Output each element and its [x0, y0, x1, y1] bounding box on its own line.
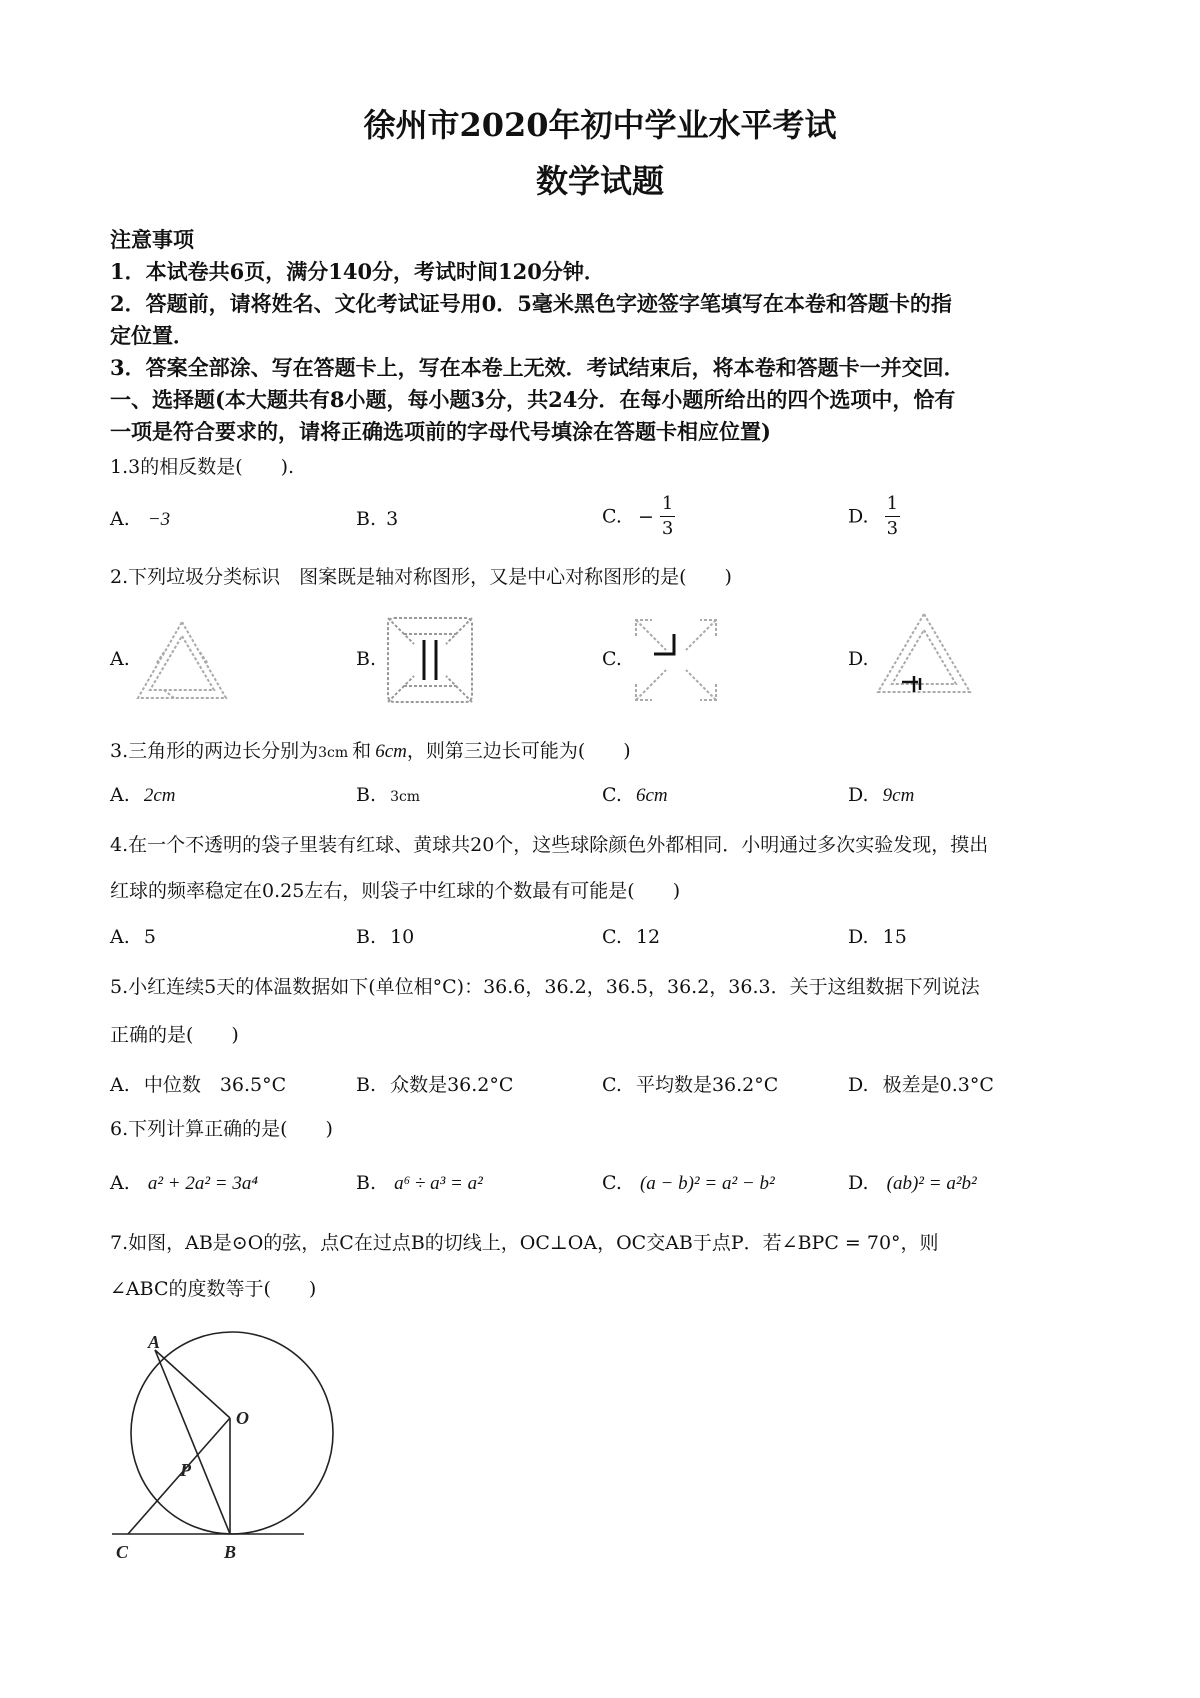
- question-6-option-a: [110, 1172, 258, 1195]
- battery-recycle-icon: [874, 610, 974, 700]
- question-3-option-c: [602, 784, 668, 807]
- option-label: C.: [602, 926, 622, 948]
- option-label: D.: [848, 505, 869, 528]
- question-1-option-c: [602, 492, 675, 541]
- option-label: B.: [356, 784, 377, 806]
- question-4-option-a: [110, 926, 156, 948]
- stem-value: 6cm: [375, 741, 407, 762]
- point-label-b: B: [224, 1542, 237, 1562]
- segment-oa: [155, 1350, 230, 1418]
- option-value: 15: [882, 926, 907, 948]
- stem-value: 3cm: [318, 745, 349, 761]
- option-label: A.: [110, 648, 130, 670]
- question-3-stem: [110, 736, 631, 763]
- question-5-option-c: [602, 1070, 778, 1097]
- chord-ab: [155, 1350, 230, 1534]
- question-4-option-c: [602, 926, 660, 948]
- page-title: 徐州市2020年初中学业水平考试: [363, 106, 837, 144]
- question-6-option-c: [602, 1172, 775, 1195]
- notes-item: 1．本试卷共6页，满分140分，考试时间120分钟．: [110, 259, 605, 284]
- question-6-option-b: [356, 1172, 483, 1195]
- notes-item: 2．答题前，请将姓名、文化考试证号用0．5毫米黑色字迹签字笔填写在本卷和答题卡的指: [110, 291, 952, 316]
- question-6-option-d: [848, 1172, 977, 1195]
- question-3-option-d: [848, 784, 914, 807]
- option-label: A.: [110, 1172, 130, 1194]
- question-7-stem: 7.如图，AB是⊙O的弦，点C在过点B的切线上，OC⊥OA，OC交AB于点P．若∠BPC = 70°，则: [110, 1232, 939, 1254]
- option-value: −3: [147, 509, 171, 530]
- question-4-stem: 红球的频率稳定在0.25左右，则袋子中红球的个数最有可能是( ): [110, 880, 681, 902]
- point-label-a: A: [148, 1332, 161, 1352]
- option-label: D.: [848, 648, 869, 670]
- question-4-option-b: [356, 926, 414, 948]
- stem-text: ，则第三边长可能为( ): [406, 740, 631, 762]
- question-5-option-b: [356, 1070, 513, 1097]
- question-5-stem: 5.小红连续5天的体温数据如下(单位相°C)：36.6，36.2，36.5，36.2，36.3．关于这组数据下列说法: [110, 976, 980, 998]
- option-value: 9cm: [882, 785, 915, 806]
- question-1-option-d: [848, 492, 900, 541]
- option-label: C.: [602, 1172, 622, 1194]
- option-label: A.: [110, 508, 130, 530]
- page-subtitle: 数学试题: [535, 162, 664, 200]
- option-value: 3: [386, 508, 399, 530]
- square-arrows-icon: [384, 614, 476, 706]
- fraction-numerator: 1: [885, 492, 900, 517]
- notes-item: 3．答案全部涂、写在答题卡上，写在本卷上无效．考试结束后，将本卷和答题卡一并交回．: [110, 355, 965, 380]
- option-label: A.: [110, 926, 130, 948]
- option-value: 极差是0.3°C: [882, 1074, 994, 1096]
- option-value: 10: [390, 926, 415, 948]
- question-1-option-b: [356, 508, 398, 530]
- option-label: C.: [602, 648, 622, 670]
- option-value: 中位数 36.5°C: [143, 1074, 287, 1096]
- question-5-stem: 正确的是( ): [110, 1024, 239, 1046]
- option-label: D.: [848, 1172, 869, 1194]
- option-value: 2cm: [143, 785, 176, 806]
- option-label: B.: [356, 1074, 377, 1096]
- question-4-stem: 4.在一个不透明的袋子里装有红球、黄球共20个，这些球除颜色外都相同．小明通过多次实验发现，摸出: [110, 834, 989, 856]
- notes-item: 定位置．: [110, 323, 194, 348]
- option-label: A.: [110, 784, 130, 806]
- question-6-stem: 6.下列计算正确的是( ): [110, 1118, 333, 1140]
- option-value: 众数是36.2°C: [390, 1074, 514, 1096]
- option-label: C.: [602, 1074, 622, 1096]
- option-label: C.: [602, 505, 622, 528]
- circle-o: [131, 1332, 333, 1534]
- option-label: B.: [356, 508, 377, 530]
- fraction-numerator: 1: [660, 492, 675, 517]
- stem-text: 3.三角形的两边长分别为: [110, 740, 319, 762]
- point-label-o: O: [236, 1408, 249, 1428]
- question-3-option-a: [110, 784, 175, 807]
- fraction-denominator: 3: [886, 518, 899, 539]
- option-label: C.: [602, 784, 622, 806]
- option-value: (a − b)² = a² − b²: [639, 1173, 775, 1194]
- option-label: D.: [848, 784, 869, 806]
- point-label-c: C: [116, 1542, 129, 1562]
- question-2-stem: 2.下列垃圾分类标识 图案既是轴对称图形，又是中心对称图形的是( ): [110, 566, 732, 588]
- fraction: [885, 492, 900, 541]
- option-label: B.: [356, 648, 377, 670]
- section-heading: 一项是符合要求的，请将正确选项前的字母代号填涂在答题卡相应位置): [110, 419, 771, 444]
- question-5-option-a: [110, 1070, 286, 1097]
- option-value: 5: [143, 926, 156, 948]
- stem-text: 和: [352, 740, 372, 762]
- fraction: [660, 492, 675, 541]
- option-label: B.: [356, 926, 377, 948]
- option-value: a⁶ ÷ a³ = a²: [394, 1173, 483, 1194]
- circle-geometry-figure: [100, 1320, 340, 1560]
- fraction-denominator: 3: [661, 518, 674, 539]
- option-value: 6cm: [635, 785, 668, 806]
- minus-sign: −: [637, 505, 654, 528]
- option-value: (ab)² = a²b²: [886, 1173, 977, 1194]
- question-7-stem: ∠ABC的度数等于( ): [110, 1278, 317, 1300]
- question-1-option-a: [110, 508, 170, 531]
- question-3-option-b: [356, 784, 420, 806]
- option-label: D.: [848, 926, 869, 948]
- option-value: 3cm: [390, 789, 421, 805]
- question-1-stem: 1.3的相反数是( ).: [110, 456, 295, 478]
- inward-arrows-icon: [630, 614, 722, 706]
- question-5-option-d: [848, 1070, 994, 1097]
- option-label: B.: [356, 1172, 377, 1194]
- recycle-triangle-icon: [134, 618, 230, 704]
- option-value: a² + 2a² = 3a⁴: [147, 1173, 258, 1194]
- section-heading: 一、选择题(本大题共有8小题，每小题3分，共24分．在每小题所给出的四个选项中，恰有: [110, 387, 956, 412]
- option-value: 12: [635, 926, 661, 948]
- option-label: D.: [848, 1074, 869, 1096]
- option-label: A.: [110, 1074, 130, 1096]
- option-value: 平均数是36.2°C: [635, 1074, 779, 1096]
- question-4-option-d: [848, 926, 907, 948]
- point-label-p: P: [180, 1460, 191, 1480]
- notes-heading: 注意事项: [110, 227, 194, 252]
- segment-oc: [128, 1418, 230, 1534]
